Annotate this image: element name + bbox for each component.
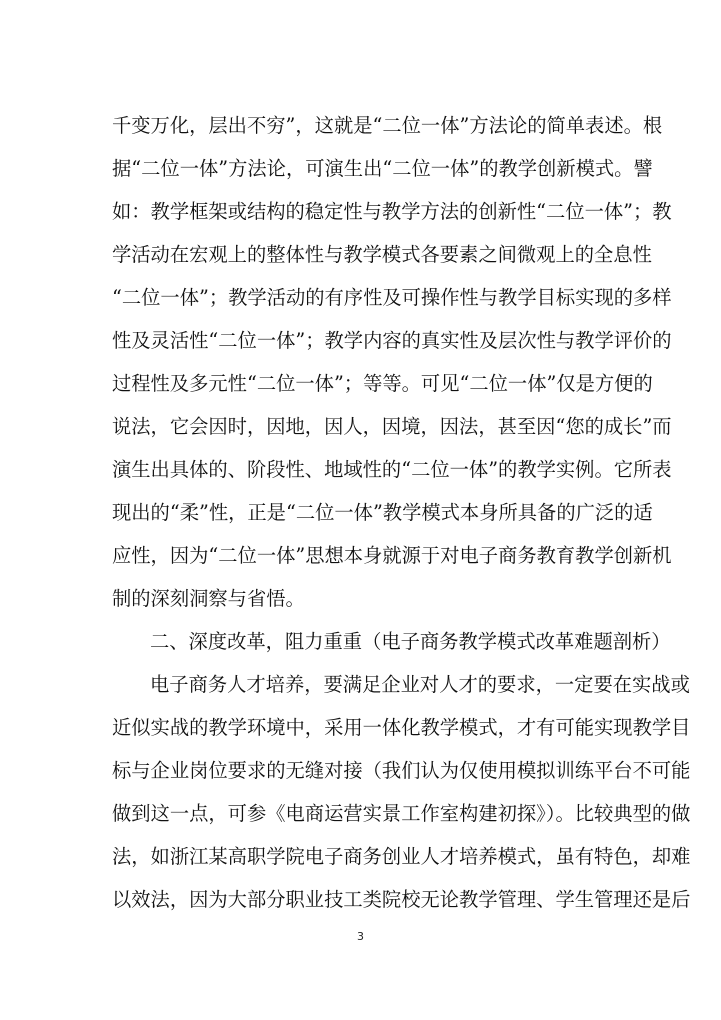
paragraph-line: 电子商务人才培养，要满足企业对人才的要求，一定要在实战或 [150, 673, 690, 696]
paragraph-line: 如：教学框架或结构的稳定性与教学方法的创新性“二位一体”；教 [112, 200, 672, 223]
paragraph-line: 标与企业岗位要求的无缝对接（我们认为仅使用模拟训练平台不可能 [112, 759, 691, 782]
paragraph-line: “二位一体”；教学活动的有序性及可操作性与教学目标实现的多样 [112, 286, 672, 309]
paragraph-line: 学活动在宏观上的整体性与教学模式各要素之间微观上的全息性 [112, 243, 652, 266]
paragraph-line: 做到这一点，可参《电商运营实景工作室构建初探》）。比较典型的做 [112, 802, 691, 825]
paragraph-line: 近似实战的教学环境中，采用一体化教学模式，才有可能实现教学目 [112, 716, 691, 739]
paragraph-line: 千变万化，层出不穷”，这就是“二位一体”方法论的简单表述。根 [112, 114, 663, 137]
paragraph-line: 应性，因为“二位一体”思想本身就源于对电子商务教育教学创新机 [112, 544, 672, 567]
paragraph-line: 以效法，因为大部分职业技工类院校无论教学管理、学生管理还是后 [112, 888, 691, 911]
paragraph-line: 据“二位一体”方法论，可演生出“二位一体”的教学创新模式。譬 [112, 157, 653, 180]
paragraph-line: 演生出具体的、阶段性、地域性的“二位一体”的教学实例。它所表 [112, 458, 672, 481]
paragraph-line: 性及灵活性“二位一体”；教学内容的真实性及层次性与教学评价的 [112, 329, 672, 352]
section-heading: 二、深度改革，阻力重重（电子商务教学模式改革难题剖析） [150, 630, 671, 653]
page-number: 3 [357, 930, 364, 943]
paragraph-line: 法，如浙江某高职学院电子商务创业人才培养模式，虽有特色，却难 [112, 845, 691, 868]
paragraph-line: 制的深刻洞察与省悟。 [112, 587, 305, 610]
paragraph-line: 说法，它会因时，因地，因人，因境，因法，甚至因“您的成长”而 [112, 415, 672, 438]
paragraph-line: 过程性及多元性“二位一体”；等等。可见“二位一体”仅是方便的 [112, 372, 653, 395]
paragraph-line: 现出的“柔”性，正是“二位一体”教学模式本身所具备的广泛的适 [112, 501, 653, 524]
